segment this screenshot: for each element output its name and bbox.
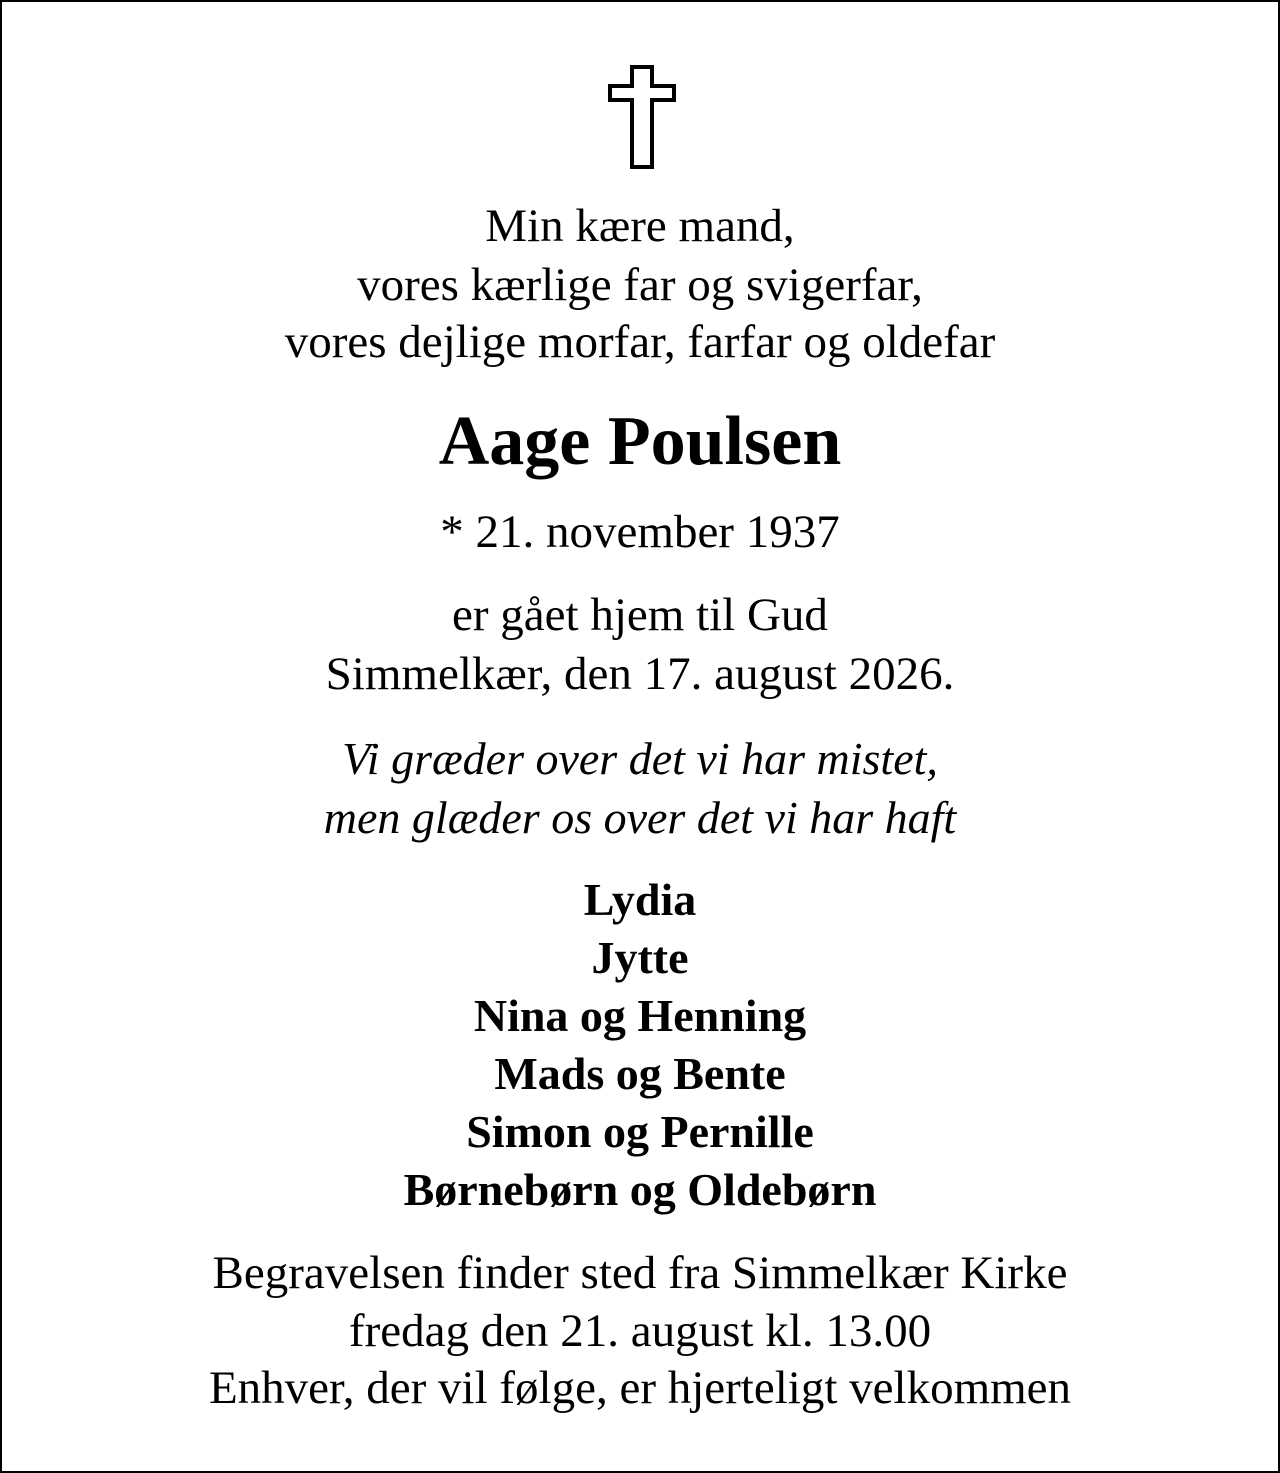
family-line-1: Lydia: [583, 874, 697, 925]
verse-line-1: Vi græder over det vi har mistet,: [342, 733, 938, 784]
family-line-6: Børnebørn og Oldebørn: [403, 1164, 877, 1215]
death-line-1: er gået hjem til Gud: [452, 589, 828, 641]
family-line-5: Simon og Pernille: [466, 1106, 814, 1157]
intro-line-1: Min kære mand,: [485, 200, 795, 252]
intro-line-2: vores kærlige far og svigerfar,: [357, 259, 923, 311]
intro-line-3: vores dejlige morfar, farfar og oldefar: [284, 316, 996, 368]
cross-icon: [607, 64, 677, 170]
funeral-line-3: Enhver, der vil følge, er hjerteligt velkommen: [208, 1362, 1072, 1414]
family-line-2: Jytte: [591, 932, 689, 983]
family-line-3: Nina og Henning: [473, 990, 807, 1041]
family-line-4: Mads og Bente: [494, 1048, 786, 1099]
deceased-name: Aage Poulsen: [438, 403, 842, 480]
verse-line-2: men glæder os over det vi har haft: [323, 792, 957, 843]
death-line-2: Simmelkær, den 17. august 2026.: [325, 648, 955, 700]
funeral-line-2: fredag den 21. august kl. 13.00: [348, 1305, 932, 1357]
funeral-line-1: Begravelsen finder sted fra Simmelkær Kirke: [212, 1247, 1068, 1299]
birth-date: * 21. november 1937: [440, 506, 840, 558]
